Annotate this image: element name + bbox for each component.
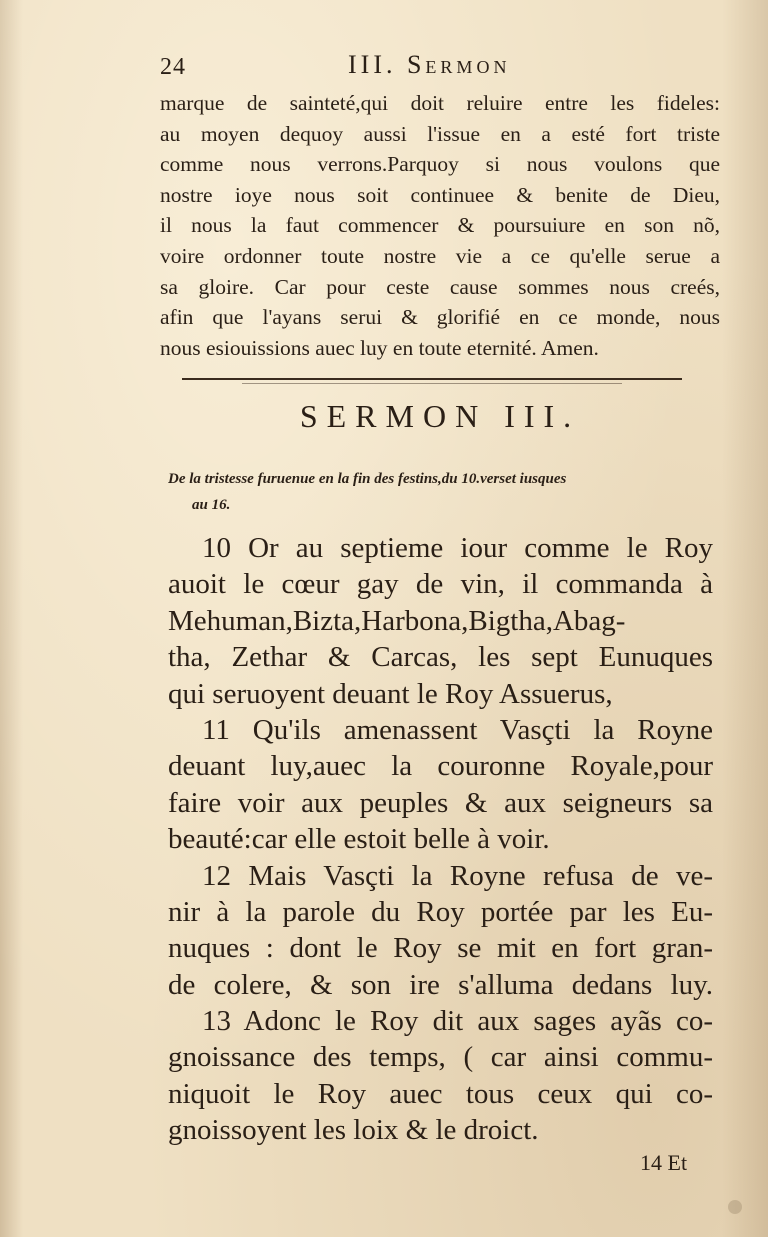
verse-line: gnoissoyent les loix & le droict. xyxy=(168,1114,539,1147)
scripture-verses xyxy=(168,530,713,1149)
text-line: sa gloire. Car pour ceste cause sommes nous creés, xyxy=(160,274,720,299)
verse-line: gnoissance des temps, ( car ainsi commu- xyxy=(168,1041,713,1074)
text-line: voire ordonner toute nostre vie a ce qu'elle serue a xyxy=(160,243,720,268)
catchword: 14 Et xyxy=(640,1150,688,1175)
running-head xyxy=(160,50,720,80)
verse-line: de colere, & son ire s'alluma dedans luy. xyxy=(168,968,713,1001)
text-line: afin que l'ayans serui & glorifié en ce monde, nous xyxy=(160,305,720,330)
verse-line: qui seruoyent deuant le Roy Assuerus, xyxy=(168,677,613,710)
running-title: III. Sermon xyxy=(348,50,511,79)
verse-line: auoit le cœur gay de vin, il commanda à xyxy=(168,568,713,601)
sermon-title: SERMON III. xyxy=(299,398,581,434)
text-line: nous esiouissions auec luy en toute eternité. Amen. xyxy=(160,335,599,360)
sermon-argument xyxy=(168,466,713,518)
verse-line: nir à la parole du Roy portée par les Eu- xyxy=(168,895,713,928)
verse-line: 11 Qu'ils amenassent Vasçti la Royne xyxy=(202,713,713,746)
verse-line: 13 Adonc le Roy dit aux sages ayãs co- xyxy=(202,1005,713,1038)
verse-line: 12 Mais Vasçti la Royne refusa de ve- xyxy=(202,859,713,892)
verse-line: 10 Or au septieme iour comme le Roy xyxy=(202,532,713,564)
verse-line: beauté:car elle estoit belle à voir. xyxy=(168,823,550,856)
text-line: nostre ioye nous soit continuee & benite de Dieu, xyxy=(160,182,720,207)
text-line: comme nous verrons.Parquoy si nous voulons que xyxy=(160,152,720,177)
verse-line: nuques : dont le Roy se mit en fort gran- xyxy=(168,932,713,965)
paper-stain xyxy=(728,1200,742,1214)
verse-line: tha, Zethar & Carcas, les sept Eunuques xyxy=(168,641,713,674)
verse-line: Mehuman,Bizta,Harbona,Bigtha,Abag- xyxy=(168,604,626,637)
verse-line: niquoit le Roy auec tous ceux qui co- xyxy=(168,1077,713,1110)
previous-sermon-ending xyxy=(160,88,720,363)
argument-line: au 16. xyxy=(192,497,231,513)
page-number: 24 xyxy=(160,54,186,80)
text-line: il nous la faut commencer & poursuiure en son nõ, xyxy=(160,213,720,238)
section-divider-rule xyxy=(182,378,682,380)
text-line: au moyen dequoy aussi l'issue en a esté fort triste xyxy=(160,121,720,146)
verse-line: faire voir aux peuples & aux seigneurs sa xyxy=(168,786,713,819)
verse-line: deuant luy,auec la couronne Royale,pour xyxy=(168,750,713,783)
argument-line: De la tristesse furuenue en la fin des festins,du 10.verset iusques xyxy=(168,471,567,487)
text-line: marque de sainteté,qui doit reluire entre les fideles: xyxy=(160,91,720,115)
